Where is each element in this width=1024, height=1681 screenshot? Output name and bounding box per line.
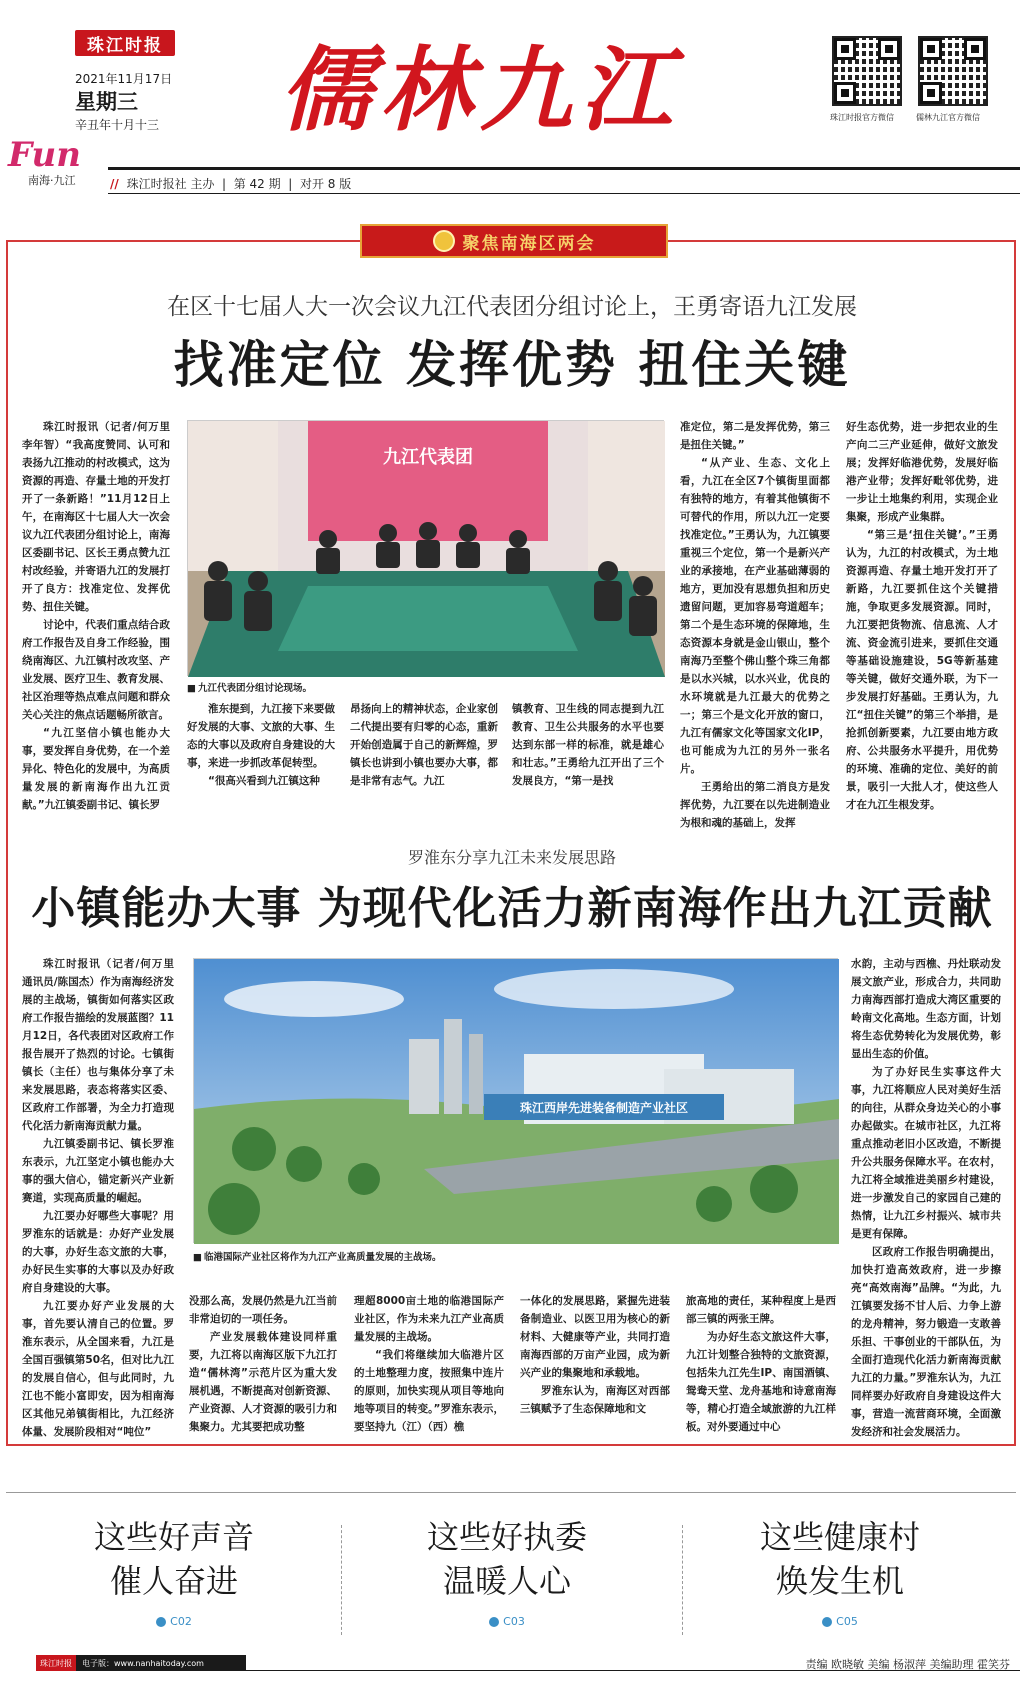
qr-code-wechat-paper[interactable] xyxy=(832,36,902,106)
story2-photo xyxy=(193,958,838,1243)
issue-date: 2021年11月17日 xyxy=(75,72,173,86)
paragraph: 珠江时报讯（记者/何万里 通讯员/陈国杰）作为南海经济发展的主战场，镇街如何落实区政府工作报告描绘的发展蓝图？11月12日，各代表团对区政府工作报告展开了热烈的讨论。七镇街镇长（主任）也与集体分享了未来发展思路，表态将落实区委、区政府工作部署，为全力打造现代化活力新南海贡献力量。 xyxy=(22,958,174,1132)
emblem-icon xyxy=(433,230,455,252)
paragraph: 昂扬向上的精神状态，企业家创二代提出要有归零的心态，重新开始创造属于自己的新辉煌，罗镇长也讲到小镇也要办大事，都是非常有志气。九江 xyxy=(350,703,498,787)
paragraph: 珠江时报讯（记者/何万里 李年智）“我高度赞同、认可和表扬九江推动的村改模式，这为资源的再造、存量土地的开发打开了一条新路！”11月12日上午，在南海区十七届人大一次会议九江代表团分组讨论上，南海区委副书记、区长王勇点赞九江村改经验，并寄语九江的发展打开了良方：找准定位、发挥优势、扭住关键。 xyxy=(22,421,170,613)
teaser-title-line2: 温暖人心 xyxy=(442,1562,571,1600)
paragraph: 产业发展载体建设同样重要，九江将以南海区版下九江打造“儒林湾”示范片区为重大发展机遇，不断提高对创新资源、产业资源、人才资源的吸引力和集聚力。尤其要把成功整 xyxy=(189,1331,337,1433)
qr-code-wechat-rulin[interactable] xyxy=(918,36,988,106)
region-logo-script: Fun xyxy=(8,135,81,175)
paragraph: 理超8000亩土地的临港国际产业社区，作为未来九江产业高质量发展的主战场。 xyxy=(354,1295,504,1343)
industrial-park-illustration xyxy=(194,959,839,1244)
story1-caption: ■ 九江代表团分组讨论现场。 xyxy=(187,680,312,694)
section-banner-label: 聚焦南海区两会 xyxy=(462,233,596,254)
paragraph: 九江要办好哪些大事呢？用罗淮东的话就是：办好产业发展的大事，办好生态文旅的大事，办好民生实事的大事以及办好政府自身建设的大事。 xyxy=(22,1210,174,1294)
paragraph: 为办好生态文旅这件大事，九江计划整合独特的文旅资源，包括朱九江先生IP、南国酒镇、鸳鸯天堂、龙舟基地和诗意南海等，精心打造全域旅游的九江样板。对外要通过中心 xyxy=(686,1331,836,1433)
teaser-page-link[interactable] xyxy=(690,1615,990,1628)
publisher: 珠江时报社 主办 xyxy=(126,177,215,191)
story1-column-2 xyxy=(187,700,335,790)
page-link-icon xyxy=(822,1617,832,1627)
footer-paper: 珠江时报 xyxy=(36,1655,76,1671)
masthead-rule xyxy=(108,167,1020,170)
paragraph: “第三是‘扭住关键’。”王勇认为，九江的村改模式，为土地资源再造、存量土地开发打开了新路，九江要抓住这个关键措施，争取更多发展资源。同时，九江要把货物流、信息流、人才流、资金流引进来，要抓住交通等基础设施建设，5G等新基建等关键，做好交通外联，为下一步发展打好基础。王勇认为，九江“扭住关键”的第三个举措，是抢抓创新要素，九江要由地方政府、公共服务水平提升，用优势的环境、准确的定位、美好的前景，吸引一大批人才，使这些人才在九江生根发芽。 xyxy=(846,529,998,811)
story1-kicker: 在区十七届人大一次会议九江代表团分组讨论上，王勇寄语九江发展 xyxy=(167,294,857,320)
paragraph: 一体化的发展思路，紧握先进装备制造业、以医卫用为核心的新材料、大健康等产业，共同打造南海西部的万亩产业园，成为新兴产业的集聚地和承载地。 xyxy=(520,1295,670,1379)
paragraph: 水韵，主动与西樵、丹灶联动发展文旅产业，形成合力，共同助力南海西部打造成大湾区重要的岭南文化高地。生态方面，计划将生态优势转化为发展优势，彰显出生态的价值。 xyxy=(851,958,1001,1060)
story2-column-4 xyxy=(520,1292,670,1427)
paragraph: “我们将继续加大临港片区的土地整理力度，按照集中连片的原则，加快实现从项目等地向地等项目的转变。”罗淮东表示，要坚持九（江）（西）樵 xyxy=(354,1349,504,1433)
teaser-rule xyxy=(6,1492,1016,1493)
masthead-rule-thin xyxy=(108,193,1020,194)
story1-column-4 xyxy=(512,700,664,790)
footer-brand xyxy=(36,1655,246,1671)
issue-bar: // 珠江时报社 主办 | 第 42 期 | 对开 8 版 xyxy=(110,177,352,191)
paragraph: 区政府工作报告明确提出，加快打造高效政府，进一步擦亮“高效南海”品牌。“为此，九江镇要发扬不甘人后、力争上游的龙舟精神，努力锻造一支敢善乐担、干事创业的干部队伍，为全面打造现代化活力新南海贡献九江的力量。”罗淮东认为，九江同样要办好政府自身建设这件大事，营造一流营商环境，全面激发经济和社会发展活力。 xyxy=(851,1246,1001,1438)
teaser-divider xyxy=(682,1525,684,1635)
paragraph: 淮东提到，九江接下来要做好发展的大事、文旅的大事、生态的大事以及政府自身建设的大事，来进一步抓改革促转型。 xyxy=(187,703,335,769)
page-link-icon xyxy=(489,1617,499,1627)
teaser-page-link[interactable] xyxy=(357,1615,657,1628)
story1-photo xyxy=(187,420,664,676)
qr2-label: 儒林九江官方微信 xyxy=(916,113,980,122)
paragraph: 王勇给出的第二消良方是发挥优势，九江要在以先进制造业为根和魂的基础上，发挥 xyxy=(680,781,830,829)
masthead-title: 儒林九江 xyxy=(280,36,681,144)
paragraph: 没那么高，发展仍然是九江当前非常迫切的一项任务。 xyxy=(189,1295,337,1325)
issue-number: 第 42 期 xyxy=(233,177,281,191)
teaser-c03[interactable] xyxy=(357,1515,657,1628)
teaser-title-line1: 这些好执委 xyxy=(426,1518,587,1556)
section-banner xyxy=(360,224,668,258)
teaser-title-line1: 这些健康村 xyxy=(759,1518,920,1556)
footer-editors: 责编 欧晓敏 美编 杨淑萍 美编助理 霍笑芬 xyxy=(805,1658,1010,1671)
teaser-page: C05 xyxy=(836,1615,858,1628)
paragraph: 罗淮东认为，南海区对西部三镇赋予了生态保障地和文 xyxy=(520,1385,670,1415)
story1-headline: 找准定位 发挥优势 扭住关键 xyxy=(173,335,851,394)
region-logo xyxy=(8,135,98,194)
story1-column-5 xyxy=(680,418,830,829)
photo1-sign: 九江代表团 xyxy=(383,447,473,468)
qr1-label: 珠江时报官方微信 xyxy=(830,113,894,122)
page-count: 对开 8 版 xyxy=(299,177,352,191)
paragraph: 好生态优势，进一步把农业的生产向二三产业延伸，做好文旅发展；发挥好临港优势，发展好临港产业带；发挥好毗邻优势，进一步让土地集约利用，实现企业集聚，形成产业集群。 xyxy=(846,421,998,523)
teaser-page-link[interactable] xyxy=(24,1615,324,1628)
teaser-c05[interactable] xyxy=(690,1515,990,1628)
story2-caption: ■ 临港国际产业社区将作为九江产业高质量发展的主战场。 xyxy=(193,1249,442,1263)
paragraph: 讨论中，代表们重点结合政府工作报告及自身工作经验，围绕南海区、九江镇村改攻坚、产业发展、医疗卫生、教育发展、社区治理等热点难点问题和群众关心关注的焦点话题畅所欲言。 xyxy=(22,619,170,721)
teaser-c02[interactable] xyxy=(24,1515,324,1628)
teaser-title-line1: 这些好声音 xyxy=(93,1518,254,1556)
story1-column-1 xyxy=(22,418,170,811)
paragraph: 九江要办好产业发展的大事，首先要认清自己的位置。罗淮东表示，从全国来看，九江是全国百强镇第50名，但对比九江的发展自信心，但与此同时，九江也不能小富即安，因为相南海区其他兄弟镇街相比，九江经济体量、发展阶段相对“吨位” xyxy=(22,1300,174,1438)
paragraph: 准定位，第二是发挥优势，第三是扭住关键。” xyxy=(680,421,830,451)
region-logo-name: 南海·九江 xyxy=(28,174,76,187)
story1-column-6 xyxy=(846,418,998,811)
paragraph: 为了办好民生实事这件大事，九江将顺应人民对美好生活的向往，从群众身边关心的小事办起做实。在城市社区，九江将重点推动老旧小区改造，不断提升公共服务保障水平。在农村，九江将全域推进美丽乡村建设，进一步激发自己的家园自己建的热情，让九江乡村振兴、城市共是更有保障。 xyxy=(851,1066,1001,1240)
page-link-icon xyxy=(156,1617,166,1627)
teaser-page: C03 xyxy=(503,1615,525,1628)
meeting-photo-illustration xyxy=(188,421,665,677)
story2-kicker: 罗淮东分享九江未来发展思路 xyxy=(407,848,616,867)
story2-column-1 xyxy=(22,955,174,1438)
photo2-sign: 珠江西岸先进装备制造产业社区 xyxy=(519,1101,689,1115)
story2-column-6 xyxy=(851,955,1001,1438)
paper-logo: 珠江时报 xyxy=(75,30,175,56)
story2-column-5 xyxy=(686,1292,836,1433)
teaser-page: C02 xyxy=(170,1615,192,1628)
teaser-title-line2: 催人奋进 xyxy=(109,1562,238,1600)
footer-site[interactable]: 电子版：www.nanhaitoday.com xyxy=(82,1658,204,1668)
paragraph: “很高兴看到九江镇这种 xyxy=(208,775,320,787)
paragraph: 九江镇委副书记、镇长罗淮东表示，九江坚定小镇也能办大事的强大信心，锚定新兴产业新赛道，实现高质量的崛起。 xyxy=(22,1138,174,1204)
story2-column-3 xyxy=(354,1292,504,1433)
paragraph: 镇教育、卫生线的同志提到九江教育、卫生公共服务的水平也要达到东部一样的标准，就是雄心和壮志。”王勇给九江开出了三个发展良方，“第一是找 xyxy=(512,703,664,787)
issue-bar-mark: // xyxy=(110,177,119,191)
story1-column-3 xyxy=(350,700,498,790)
paragraph: “从产业、生态、文化上看，九江在全区7个镇街里面都有独特的地方，有着其他镇街不可替代的作用，所以九江一定要找准定位。”王勇认为，九江镇要重视三个定位，第一个是新兴产业的承接地，在产业基础薄弱的地方，更加没有思想负担和历史遗留问题，更加容易弯道超车；第二个是生态环境的保障地，生态资源本身就是金山银山，整个南海乃至整个佛山整个珠三角都是以水兴城，以水兴业，优良的水环境就是九江最大的优势之一；第三个是文化开放的窗口，九江有儒家文化等国家文化IP，也可能成为九江的另外一张名片。 xyxy=(680,457,830,775)
paragraph: 旅高地的责任，某种程度上是西部三镇的两张王牌。 xyxy=(686,1295,836,1325)
teaser-title-line2: 焕发生机 xyxy=(775,1562,904,1600)
paragraph: “九江坚信小镇也能办大事，要发挥自身优势，在一个差异化、特色化的发展中，为高质量发展的新南海作出九江贡献。”九江镇委副书记、镇长罗 xyxy=(22,727,170,811)
story2-headline: 小镇能办大事 为现代化活力新南海作出九江贡献 xyxy=(31,883,993,934)
issue-weekday: 星期三 xyxy=(75,90,138,114)
teaser-divider xyxy=(341,1525,343,1635)
story2-column-2 xyxy=(189,1292,337,1433)
lunar-date: 辛丑年十月十三 xyxy=(75,118,160,132)
